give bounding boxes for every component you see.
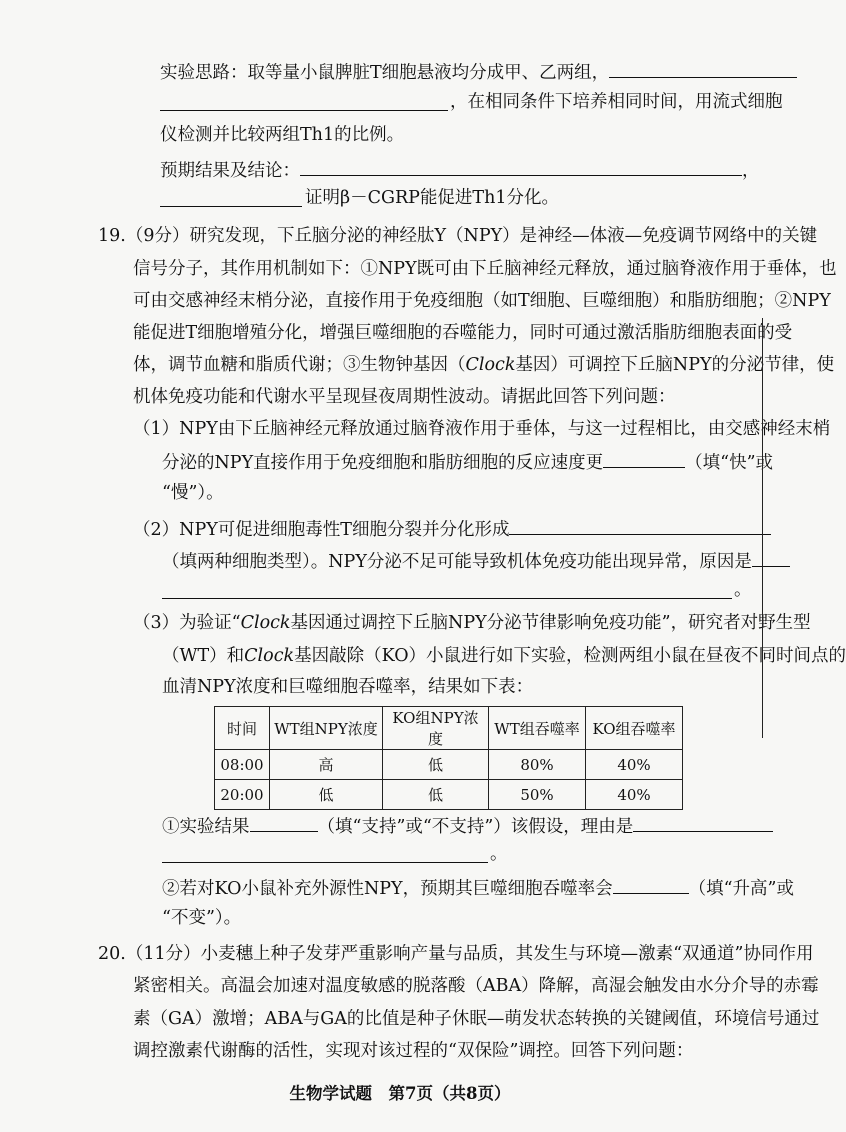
text-line: 血清NPY浓度和巨噬细胞吞噬率，结果如下表： (162, 677, 534, 697)
text-line: 证明β－CGRP能促进Th1分化。 (305, 188, 560, 208)
question-20-stem: 20.（11分）小麦穗上种子发芽严重影响产量与品质，其发生与环境—激素“双通道”协同作用 (98, 944, 814, 964)
margin-line (762, 318, 763, 738)
text-line: 仪检测并比较两组Th1的比例。 (160, 125, 405, 145)
text-line: 调控激素代谢酶的活性，实现对该过程的“双保险”调控。回答下列问题： (133, 1041, 694, 1061)
text-line: ，在相同条件下培养相同时间，用流式细胞 (450, 92, 783, 112)
text-line: （WT）和Clock基因敲除（KO）小鼠进行如下实验，检测两组小鼠在昼夜不同时间点的 (162, 646, 846, 666)
answer-blank[interactable] (250, 814, 318, 832)
sub-question-2: （2）NPY可促进细胞毒性T细胞分裂并分化形成 (133, 517, 771, 541)
answer-blank[interactable] (300, 158, 742, 176)
question-19-stem: 19.（9分）研究发现，下丘脑分泌的神经肽Y（NPY）是神经—体液—免疫调节网络中的关键 (98, 226, 818, 246)
table-header: WT组NPY浓度 (270, 707, 383, 750)
results-table (214, 706, 683, 810)
table-cell: 08:00 (215, 750, 270, 780)
table-cell: 20:00 (215, 780, 270, 810)
sub-question-1: （1）NPY由下丘脑神经元释放通过脑脊液作用于垂体，与这一过程相比，由交感神经末梢 (133, 419, 831, 439)
answer-blank[interactable] (613, 876, 689, 894)
table-header: KO组NPY浓度 (383, 707, 489, 750)
table-header: KO组吞噬率 (586, 707, 683, 750)
answer-blank[interactable] (160, 110, 448, 111)
sub-question-3: （3）为验证“Clock基因通过调控下丘脑NPY分泌节律影响免疫功能”，研究者对野生型 (133, 613, 811, 633)
answer-blank[interactable] (160, 206, 302, 207)
answer-blank[interactable] (509, 517, 771, 535)
table-cell: 40% (586, 750, 683, 780)
text-line: 体，调节血糖和脂质代谢；③生物钟基因（Clock基因）可调控下丘脑NPY的分泌节律，使 (133, 355, 835, 375)
text-line: “不变”）。 (162, 908, 242, 928)
text-line: 可由交感神经末梢分泌，直接作用于免疫细胞（如T细胞、巨噬细胞）和脂肪细胞；②NPY (133, 291, 831, 311)
text-line: 分泌的NPY直接作用于免疫细胞和脂肪细胞的反应速度更 （填“快”或 (162, 450, 773, 474)
table-header-row (215, 707, 683, 750)
text-line: 预期结果及结论： ， (160, 158, 760, 182)
answer-blank[interactable] (633, 814, 773, 832)
table-cell: 50% (489, 780, 586, 810)
table-cell: 高 (270, 750, 383, 780)
table-cell: 40% (586, 780, 683, 810)
table-cell: 低 (383, 780, 489, 810)
text-line: 。 (734, 580, 752, 600)
text-line: 紧密相关。高温会加速对温度敏感的脱落酸（ABA）降解，高湿会触发由水分介导的赤霉 (133, 976, 819, 996)
answer-blank[interactable] (162, 862, 488, 863)
table-cell: 80% (489, 750, 586, 780)
text-line: 实验思路：取等量小鼠脾脏T细胞悬液均分成甲、乙两组， (160, 60, 797, 84)
answer-blank[interactable] (752, 549, 790, 567)
text-line: （填两种细胞类型）。NPY分泌不足可能导致机体免疫功能出现异常，原因是 (162, 549, 790, 573)
table-cell: 低 (383, 750, 489, 780)
answer-blank[interactable] (162, 598, 732, 599)
table-cell: 低 (270, 780, 383, 810)
text-line: 能促进T细胞增殖分化，增强巨噬细胞的吞噬能力，同时可通过激活脂肪细胞表面的受 (133, 323, 793, 343)
text-line: 素（GA）激增；ABA与GA的比值是种子休眠—萌发状态转换的关键阈值，环境信号通过 (133, 1009, 820, 1029)
answer-blank[interactable] (603, 450, 685, 468)
text-line: 信号分子，其作用机制如下：①NPY既可由下丘脑神经元释放，通过脑脊液作用于垂体，也 (133, 259, 837, 279)
text-line: 。 (490, 844, 508, 864)
table-row (215, 750, 683, 780)
answer-blank[interactable] (609, 60, 797, 78)
page-footer: 生物学试题 第7页（共8页） (289, 1084, 511, 1103)
text-line: ②若对KO小鼠补充外源性NPY，预期其巨噬细胞吞噬率会 （填“升高”或 (162, 876, 794, 900)
table-header: WT组吞噬率 (489, 707, 586, 750)
table-row (215, 780, 683, 810)
table-header: 时间 (215, 707, 270, 750)
text-line: 机体免疫功能和代谢水平呈现昼夜周期性波动。请据此回答下列问题： (133, 387, 676, 407)
text-line: ①实验结果 （填“支持”或“不支持”）该假设，理由是 (162, 814, 773, 838)
text-line: “慢”）。 (162, 483, 224, 503)
